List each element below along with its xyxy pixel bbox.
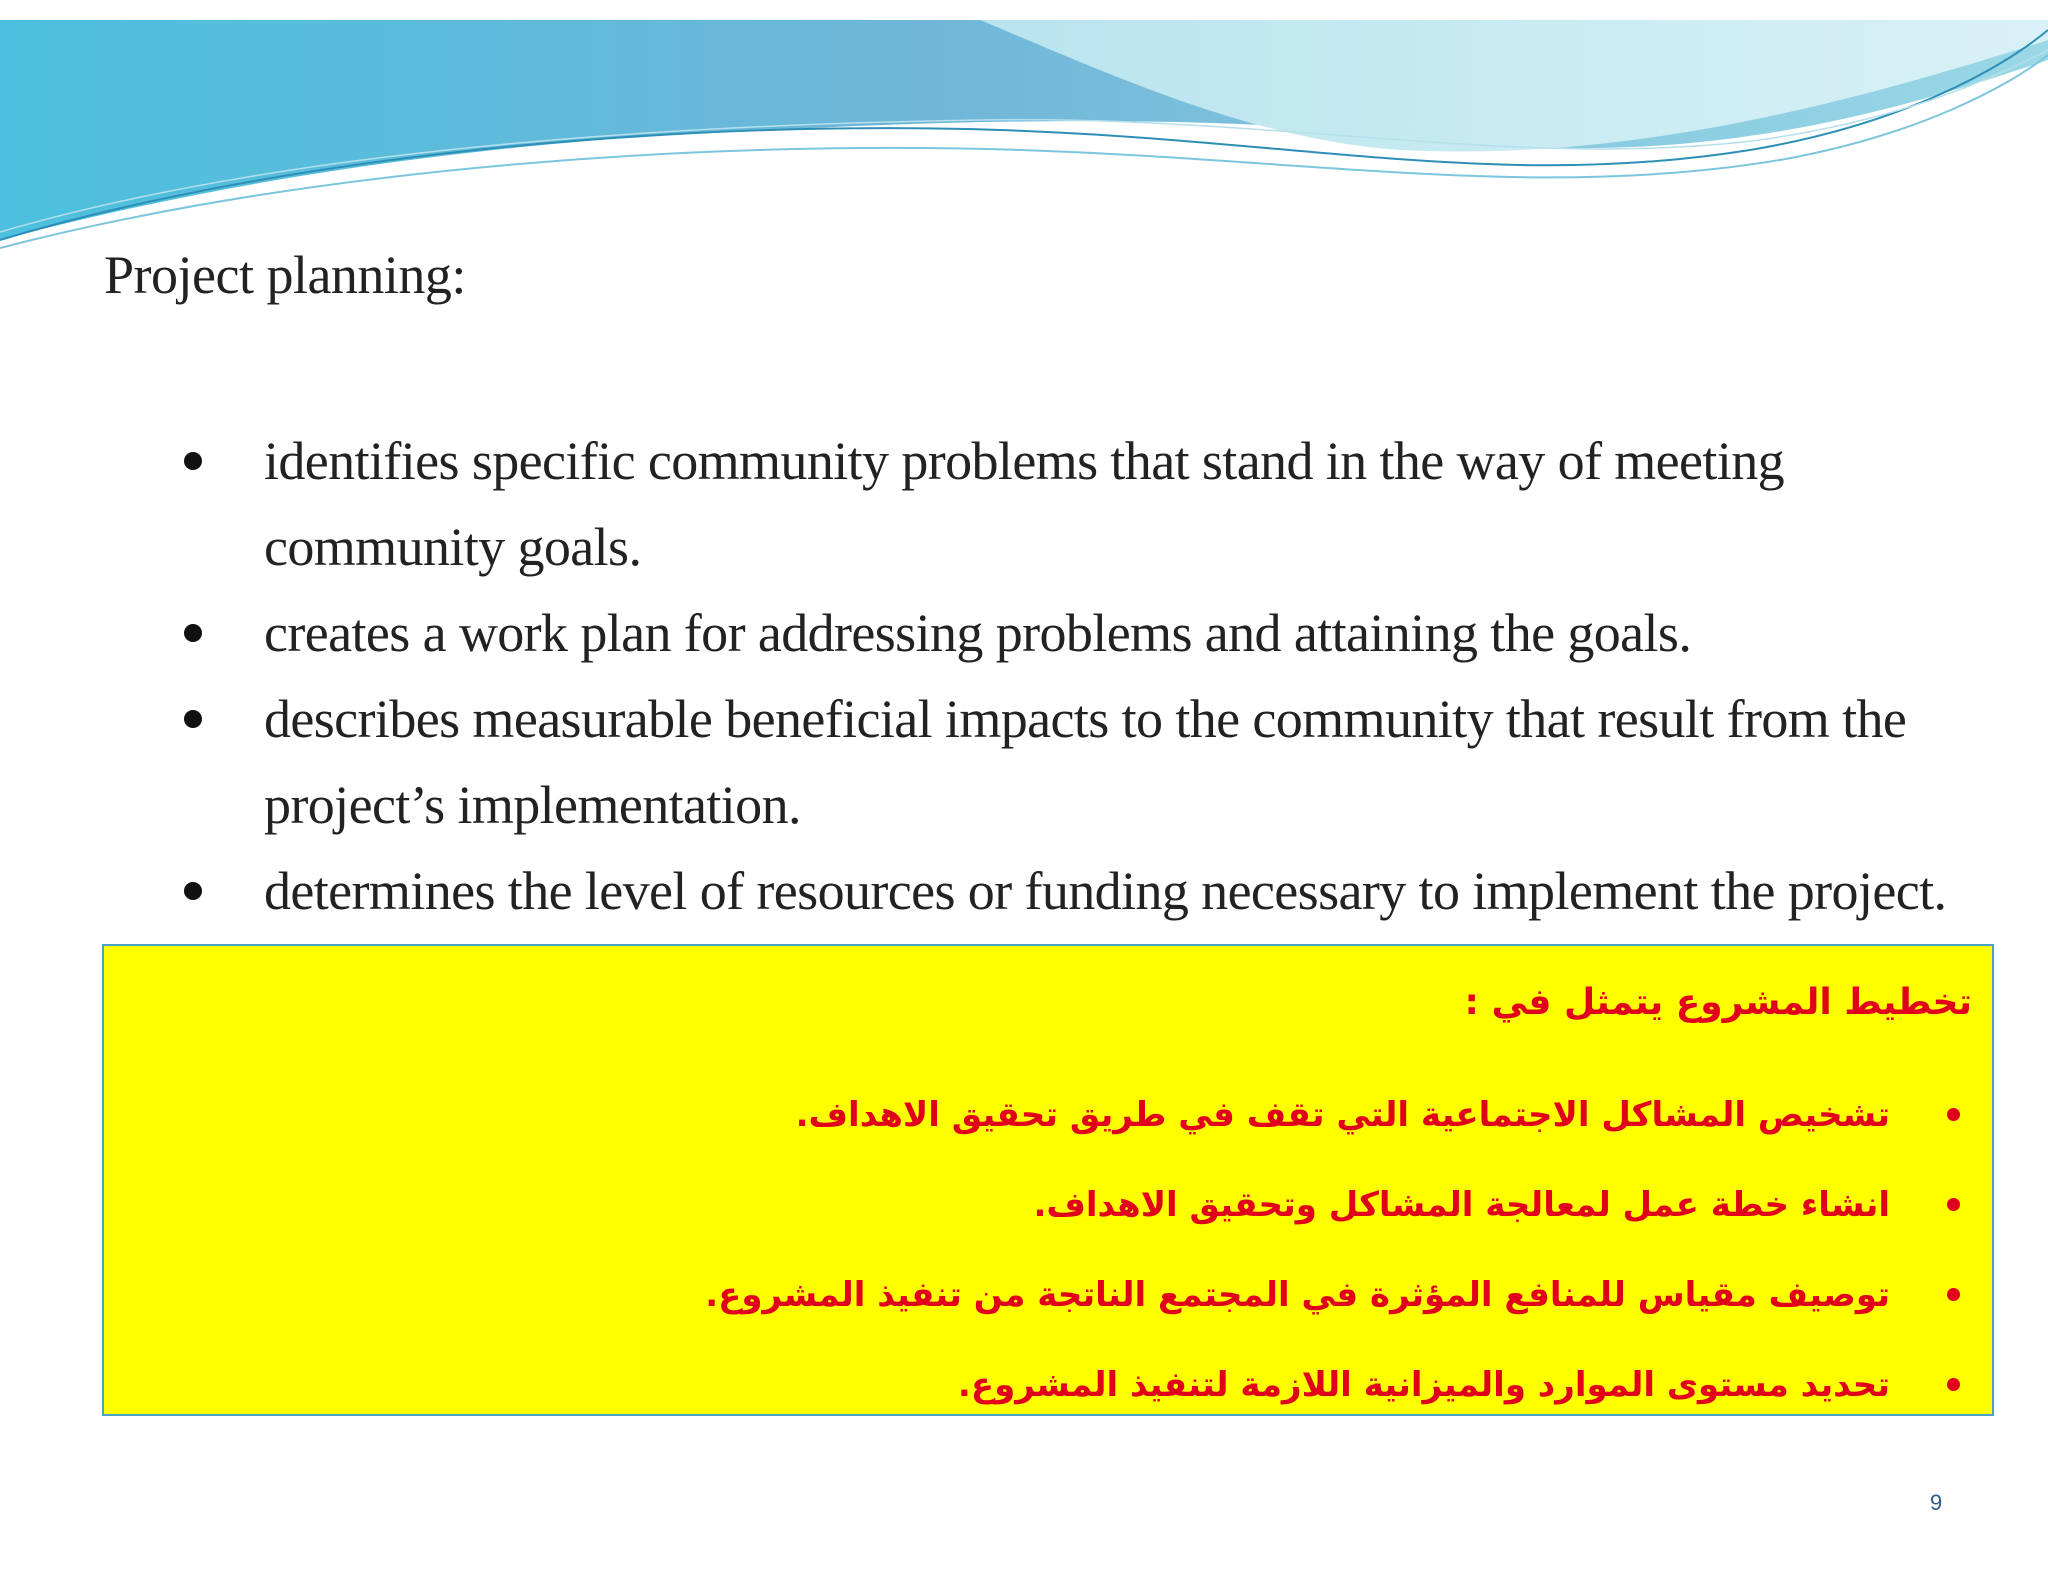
bullet-icon xyxy=(1947,1378,1960,1391)
bullet-list xyxy=(180,418,2000,934)
arabic-bullet-text: انشاء خطة عمل لمعالجة المشاكل وتحقيق الاهداف. xyxy=(1033,1185,1890,1225)
list-item xyxy=(180,676,2000,848)
bullet-text: identifies specific community problems that stand in the way of meeting community goals. xyxy=(264,431,1785,577)
bullet-text: determines the level of resources or funding necessary to implement the project. xyxy=(264,861,1947,921)
bullet-icon xyxy=(1947,1108,1960,1121)
list-item xyxy=(705,1250,1972,1340)
bullet-icon xyxy=(184,452,202,470)
bullet-icon xyxy=(184,624,202,642)
list-item xyxy=(180,418,2000,590)
bullet-icon xyxy=(184,710,202,728)
bullet-icon xyxy=(1947,1198,1960,1211)
bullet-icon xyxy=(1947,1288,1960,1301)
slide-title: Project planning: xyxy=(104,245,466,305)
list-item xyxy=(180,590,2000,676)
list-item xyxy=(705,1340,1972,1430)
bullet-text: describes measurable beneficial impacts to the community that result from the project’s implementation. xyxy=(264,689,1907,835)
arabic-bullet-text: تحديد مستوى الموارد والميزانية اللازمة لتنفيذ المشروع. xyxy=(957,1365,1890,1405)
list-item xyxy=(705,1070,1972,1160)
list-item xyxy=(180,848,2000,934)
arabic-bullet-text: توصيف مقياس للمنافع المؤثرة في المجتمع الناتجة من تنفيذ المشروع. xyxy=(705,1275,1890,1315)
arabic-bullet-list xyxy=(705,1070,1972,1430)
arabic-bullet-text: تشخيص المشاكل الاجتماعية التي تقف في طريق تحقيق الاهداف. xyxy=(795,1095,1890,1135)
arabic-summary-box xyxy=(102,944,1994,1416)
page-number: 9 xyxy=(1930,1490,1943,1515)
bullet-icon xyxy=(184,882,202,900)
bullet-text: creates a work plan for addressing problems and attaining the goals. xyxy=(264,603,1692,663)
list-item xyxy=(705,1160,1972,1250)
header-wave-decoration xyxy=(0,0,2048,260)
arabic-title: تخطيط المشروع يتمثل في : xyxy=(1464,982,1972,1023)
